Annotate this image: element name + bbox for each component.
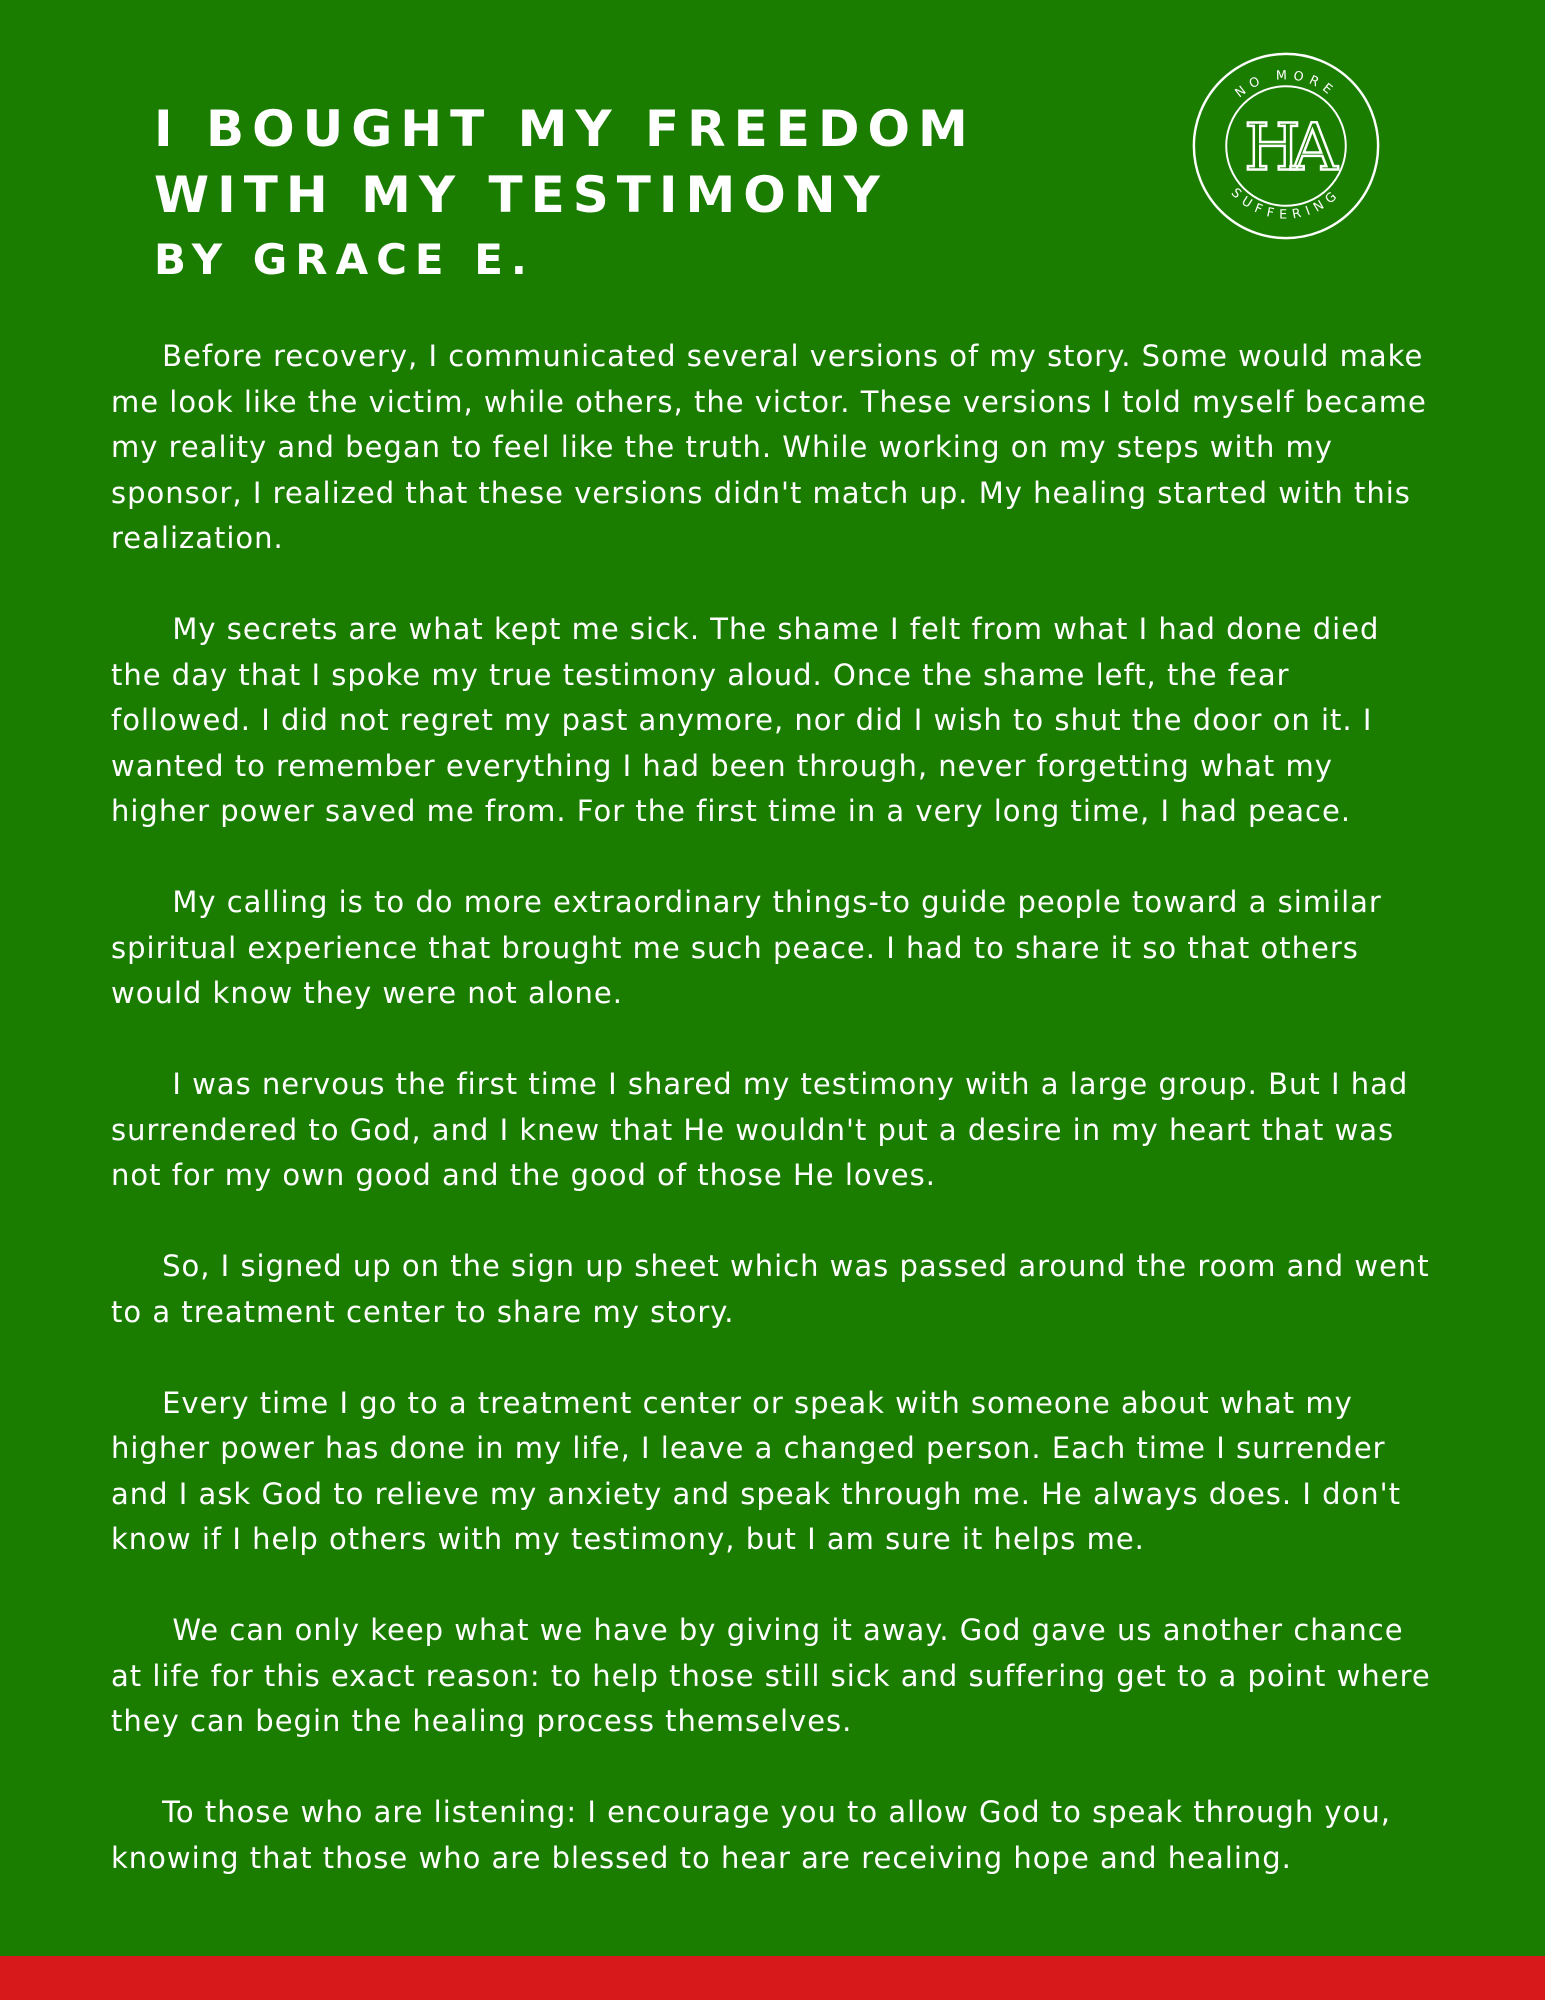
paragraph-3: My calling is to do more extraordinary things-to guide people toward a similar spiritual experience that brought me such peace. I had to share it so that others would know they were not alone. <box>111 885 1393 1010</box>
seal-top-text: NO MORE <box>1232 68 1340 102</box>
paragraph-5: So, I signed up on the sign up sheet which was passed around the room and went to a treatment center to share my story. <box>111 1249 1440 1329</box>
testimony-body <box>111 334 1441 1881</box>
seal-bottom-text: SUFFERING <box>1227 185 1345 223</box>
paragraph-7: We can only keep what we have by giving it away. God gave us another chance at life for this exact reason: to help those still sick and suffering get to a point where they can begin the healing process themselves. <box>111 1613 1441 1738</box>
title-line-1: I BOUGHT MY FREEDOM <box>154 100 976 158</box>
author-byline: BY GRACE E. <box>154 235 535 284</box>
paragraph-8: To those who are listening: I encourage you to allow God to speak through you, knowing that those who are blessed to hear are receiving hope and healing. <box>111 1795 1402 1875</box>
paragraph-6: Every time I go to a treatment center or speak with someone about what my higher power has done in my life, I leave a changed person. Each time I surrender and I ask God to relieve my anxiety and speak through me. He always does. I don't know if I help others with my testimony, but I am sure it helps me. <box>111 1385 1412 1556</box>
bottom-accent-bar <box>0 1956 1545 2000</box>
paragraph-2: My secrets are what kept me sick. The shame I felt from what I had done died the day that I spoke my true testimony aloud. Once the shame left, the fear followed. I did not regret my past anymore, nor did I wish to shut the door on it. I wanted to remember everything I had been through, never forgetting what my higher power saved me from. For the first time in a very long time, I had peace. <box>111 612 1390 828</box>
title-line-2: WITH MY TESTIMONY <box>154 166 888 224</box>
ha-no-more-suffering-seal-icon <box>1188 48 1384 244</box>
seal-monogram: HA <box>1244 110 1328 186</box>
page-title <box>154 96 976 290</box>
paragraph-4: I was nervous the first time I shared my testimony with a large group. But I had surrendered to God, and I knew that He wouldn't put a desire in my heart that was not for my own good and the good of those He loves. <box>111 1067 1419 1192</box>
paragraph-1: Before recovery, I communicated several versions of my story. Some would make me look like the victim, while others, the victor. These versions I told myself became my reality and began to feel like the truth. While working on my steps with my sponsor, I realized that these versions didn't match up. My healing started with this realization. <box>111 339 1438 555</box>
